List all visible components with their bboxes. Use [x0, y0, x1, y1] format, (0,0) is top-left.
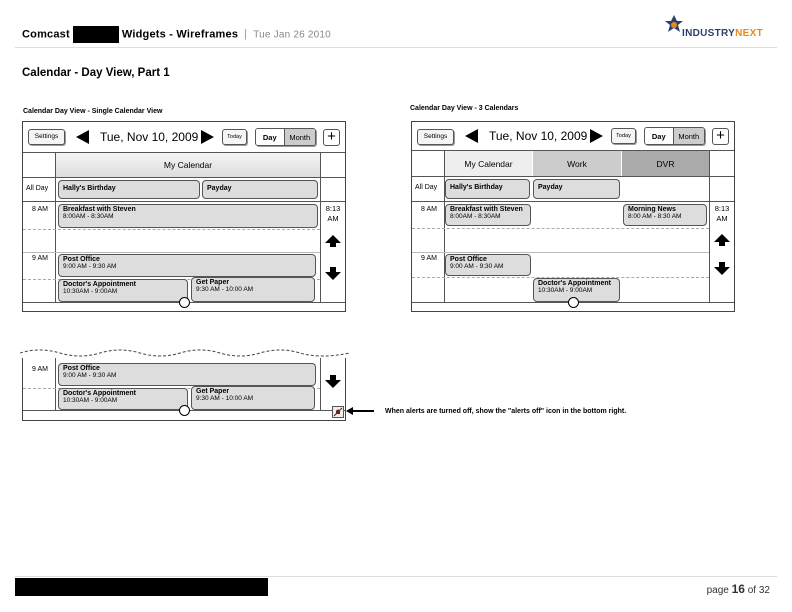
event-morning-news[interactable]: Morning News 8:00 AM - 8:30 AM [623, 204, 707, 226]
hour-line [412, 252, 709, 253]
time-label-9am: 9 AM [32, 366, 48, 373]
alerts-off-widget [22, 358, 346, 421]
current-date: Tue, Nov 10, 2009 [100, 130, 199, 144]
time-gutter-line [55, 358, 56, 410]
event-post-office[interactable]: Post Office 9:00 AM - 9:30 AM [58, 363, 316, 386]
footer-redaction-bar [15, 578, 268, 596]
time-label-9am: 9 AM [32, 255, 48, 262]
project-title: Widgets - Wireframes [121, 28, 239, 41]
alerts-off-note: When alerts are turned off, show the "alerts off" icon in the bottom right. [385, 408, 627, 415]
today-button[interactable]: Today [222, 129, 247, 145]
day-view-button[interactable]: Day [645, 128, 674, 144]
logo-text: INDUSTRYNEXT [682, 28, 764, 39]
scroll-down-arrow-icon[interactable] [325, 380, 341, 388]
page-title: Calendar - Day View, Part 1 [22, 67, 170, 79]
all-day-event-hallys-birthday[interactable]: Hally's Birthday [445, 179, 530, 199]
settings-button[interactable]: Settings [417, 129, 454, 145]
scroll-up-arrow-icon[interactable] [714, 234, 730, 242]
header-divider [15, 47, 777, 48]
header-date: Tue Jan 26 2010 [253, 29, 331, 41]
single-view-caption: Calendar Day View - Single Calendar View [23, 108, 163, 115]
scroll-gutter-line [320, 358, 321, 410]
redaction-bar [73, 26, 119, 43]
hour-line [23, 252, 320, 253]
time-gutter-line [444, 150, 445, 302]
scroll-gutter-line [320, 152, 321, 302]
current-date: Tue, Nov 10, 2009 [489, 129, 588, 143]
single-calendar-widget [22, 121, 346, 312]
all-day-divider [23, 201, 345, 202]
column-my-calendar[interactable]: My Calendar [445, 151, 532, 176]
next-day-arrow-icon[interactable] [201, 130, 214, 144]
event-doctors-appointment[interactable]: Doctor's Appointment 10:30AM - 9:00AM [58, 388, 188, 410]
current-time-indicator: 8:13 AM [714, 204, 730, 223]
page-number: page 16 of 32 [706, 582, 770, 596]
all-day-event-hallys-birthday[interactable]: Hally's Birthday [58, 180, 200, 199]
view-toggle [644, 127, 705, 145]
column-my-calendar[interactable]: My Calendar [56, 153, 320, 177]
prev-day-arrow-icon[interactable] [76, 130, 89, 144]
industrynext-logo [664, 14, 764, 44]
next-day-arrow-icon[interactable] [590, 129, 603, 143]
scroll-up-arrow-icon[interactable] [325, 235, 341, 243]
time-label-8am: 8 AM [421, 206, 437, 213]
month-view-button[interactable]: Month [285, 129, 315, 145]
prev-day-arrow-icon[interactable] [465, 129, 478, 143]
scroll-down-arrow-icon[interactable] [714, 267, 730, 275]
header-separator: | [244, 28, 248, 41]
all-day-label: All Day [415, 184, 438, 191]
alerts-off-icon[interactable] [332, 406, 344, 418]
scroll-down-arrow-icon[interactable] [325, 272, 341, 280]
all-day-event-payday[interactable]: Payday [202, 180, 318, 199]
settings-button[interactable]: Settings [28, 129, 65, 145]
all-day-label: All Day [26, 185, 49, 192]
three-calendar-widget [411, 121, 735, 312]
column-divider [23, 177, 345, 178]
time-label-8am: 8 AM [32, 206, 48, 213]
add-event-button[interactable]: + [712, 128, 729, 145]
today-button[interactable]: Today [611, 128, 636, 144]
day-view-button[interactable]: Day [256, 129, 285, 145]
note-arrow-icon [352, 410, 374, 412]
time-label-9am: 9 AM [421, 255, 437, 262]
resize-handle[interactable] [179, 297, 190, 308]
event-breakfast-with-steven[interactable]: Breakfast with Steven 8:00AM - 8:30AM [445, 204, 531, 226]
document-header [22, 26, 331, 43]
footer-divider [15, 576, 777, 577]
event-post-office[interactable]: Post Office 9:00 AM - 9:30 AM [445, 254, 531, 276]
event-doctors-appointment[interactable]: Doctor's Appointment 10:30AM - 9:00AM [58, 279, 188, 302]
star-logo-icon [664, 14, 684, 36]
column-work[interactable]: Work [532, 151, 621, 176]
resize-handle[interactable] [568, 297, 579, 308]
view-toggle [255, 128, 316, 146]
column-divider [412, 176, 734, 177]
all-day-event-payday[interactable]: Payday [533, 179, 620, 199]
event-doctors-appointment[interactable]: Doctor's Appointment 10:30AM - 9:00AM [533, 278, 620, 302]
half-hour-line [23, 229, 320, 230]
three-view-caption: Calendar Day View - 3 Calendars [410, 105, 519, 112]
company-name: Comcast [22, 28, 70, 41]
event-post-office[interactable]: Post Office 9:00 AM - 9:30 AM [58, 254, 316, 277]
add-event-button[interactable]: + [323, 129, 340, 146]
half-hour-line [412, 228, 709, 229]
scroll-gutter-line [709, 150, 710, 302]
event-breakfast-with-steven[interactable]: Breakfast with Steven 8:00AM - 8:30AM [58, 204, 318, 228]
current-time-indicator: 8:13 AM [325, 204, 341, 223]
month-view-button[interactable]: Month [674, 128, 704, 144]
column-dvr[interactable]: DVR [621, 151, 709, 176]
event-get-paper[interactable]: Get Paper 9:30 AM - 10:00 AM [191, 386, 315, 410]
all-day-divider [412, 201, 734, 202]
event-get-paper[interactable]: Get Paper 9:30 AM - 10:00 AM [191, 277, 315, 302]
resize-handle[interactable] [179, 405, 190, 416]
